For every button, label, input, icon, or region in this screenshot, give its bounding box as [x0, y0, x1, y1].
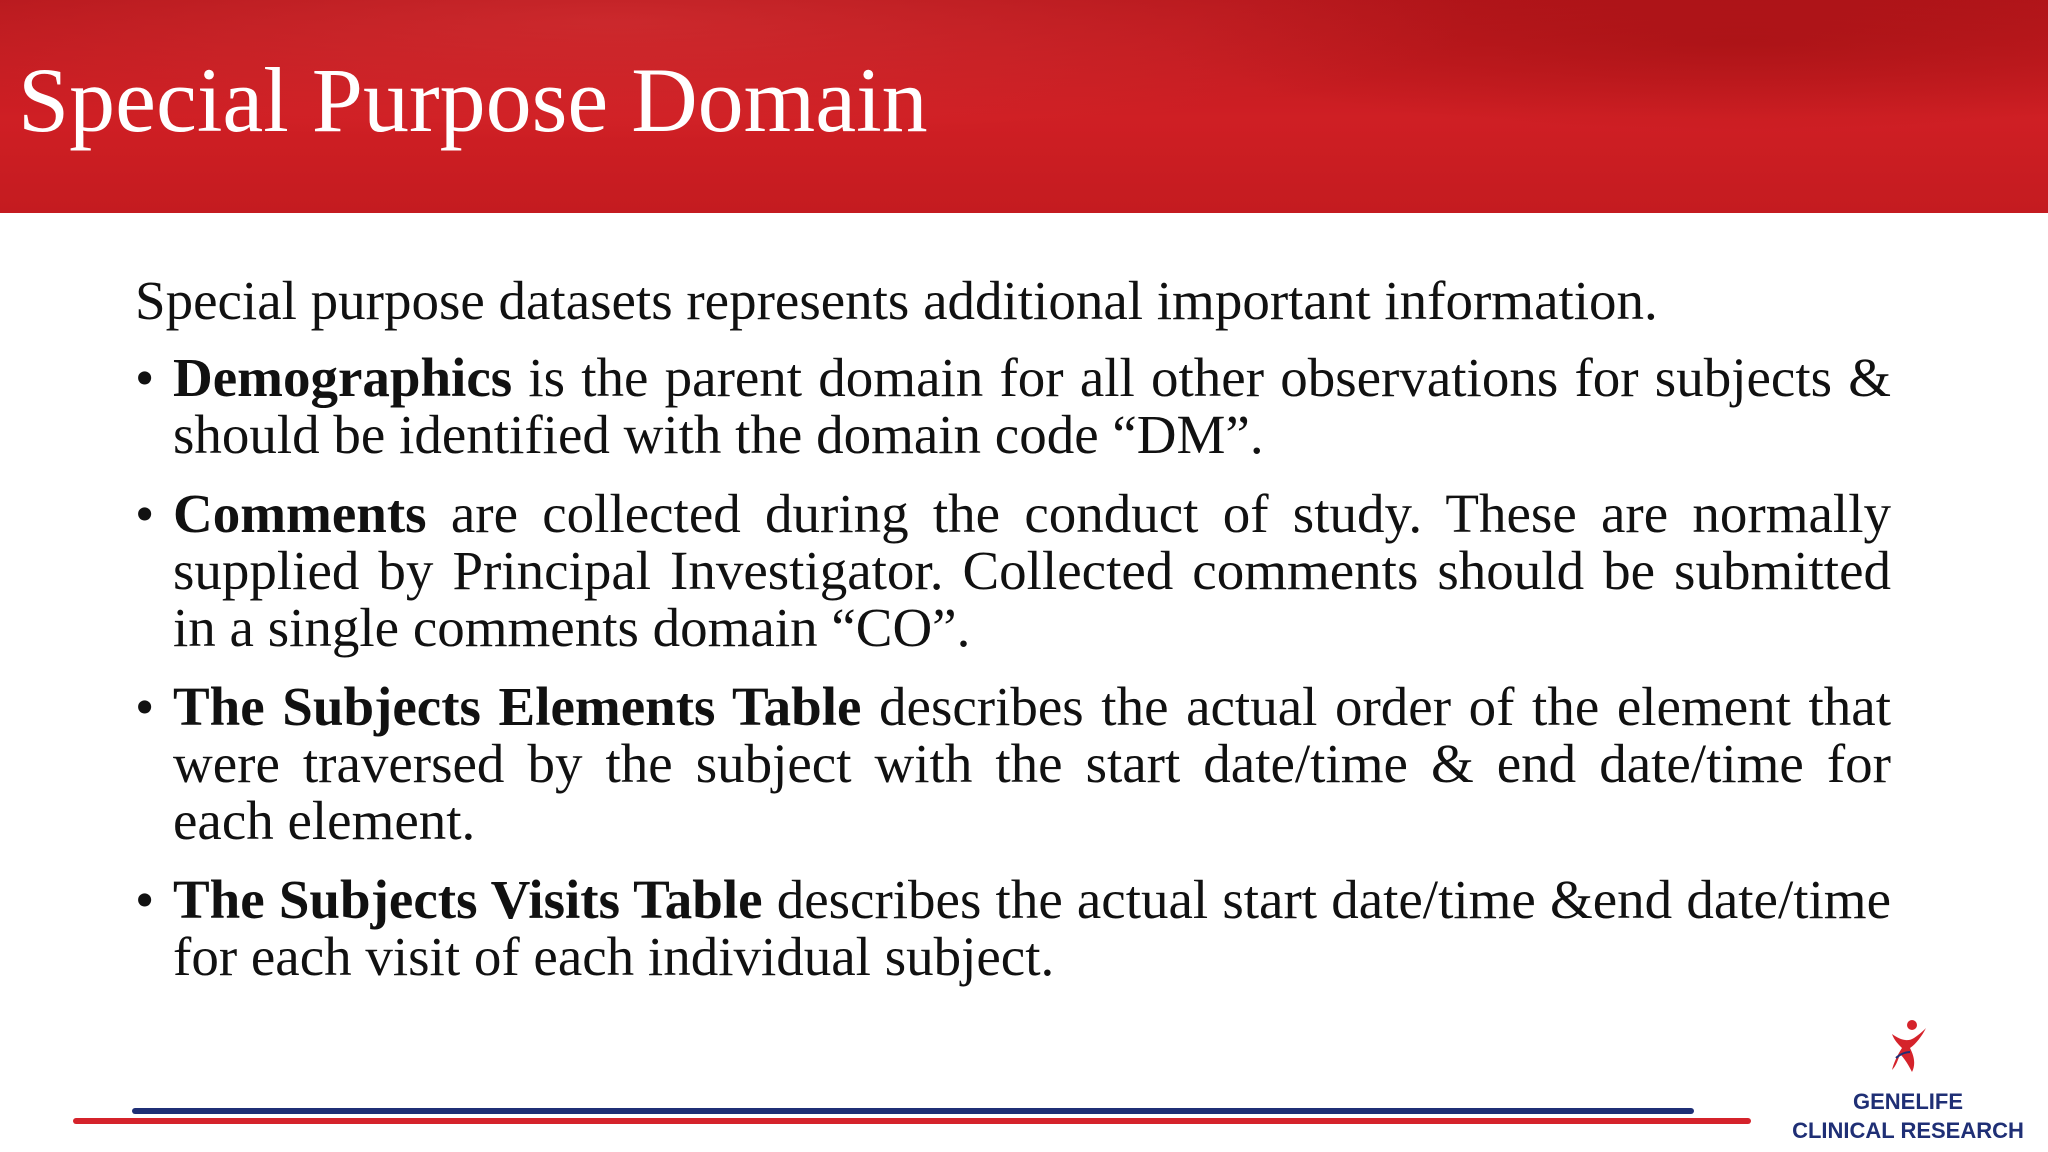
- bullet-text: are collected during the conduct of study. These are normally supplied by Principal Investigator. Collected comments should be submitted in a single comments domain “CO”.: [173, 483, 1891, 658]
- genelife-logo: [1790, 1018, 2026, 1143]
- slide-body: [135, 272, 1891, 1007]
- slide-title: Special Purpose Domain: [18, 49, 928, 151]
- footer-rule-blue: [132, 1108, 1694, 1114]
- bullet-marker: •: [135, 347, 155, 408]
- bullet-text: describes the actual start date/time &end date/time for each visit of each individual subject.: [173, 869, 1891, 987]
- bullet-subjects-visits: [135, 871, 1891, 985]
- bullet-text: is the parent domain for all other observations for subjects & should be identified with the domain code “DM”.: [173, 347, 1891, 465]
- footer-rule-red: [73, 1118, 1751, 1124]
- bullet-lead: Comments: [173, 483, 427, 544]
- bullet-demographics: [135, 349, 1891, 463]
- logo-text-genelife: GENELIFE: [1852, 1089, 1963, 1114]
- title-bar: [0, 0, 2048, 213]
- bullet-lead: Demographics: [173, 347, 513, 408]
- bullet-list: [135, 349, 1891, 985]
- bullet-subjects-elements: [135, 678, 1891, 849]
- bullet-marker: •: [135, 869, 155, 930]
- logo-text-clinical-research: CLINICAL RESEARCH: [1792, 1118, 2024, 1143]
- bullet-marker: •: [135, 483, 155, 544]
- intro-text: Special purpose datasets represents additional important information.: [135, 270, 1658, 331]
- bullet-lead: The Subjects Visits Table: [173, 869, 763, 930]
- bullet-marker: •: [135, 676, 155, 737]
- human-figure-logo-icon: [1886, 1018, 1930, 1074]
- bullet-comments: [135, 485, 1891, 656]
- bullet-lead: The Subjects Elements Table: [173, 676, 862, 737]
- bullet-text: describes the actual order of the element that were traversed by the subject with the start date/time & end date/time for each element.: [173, 676, 1891, 851]
